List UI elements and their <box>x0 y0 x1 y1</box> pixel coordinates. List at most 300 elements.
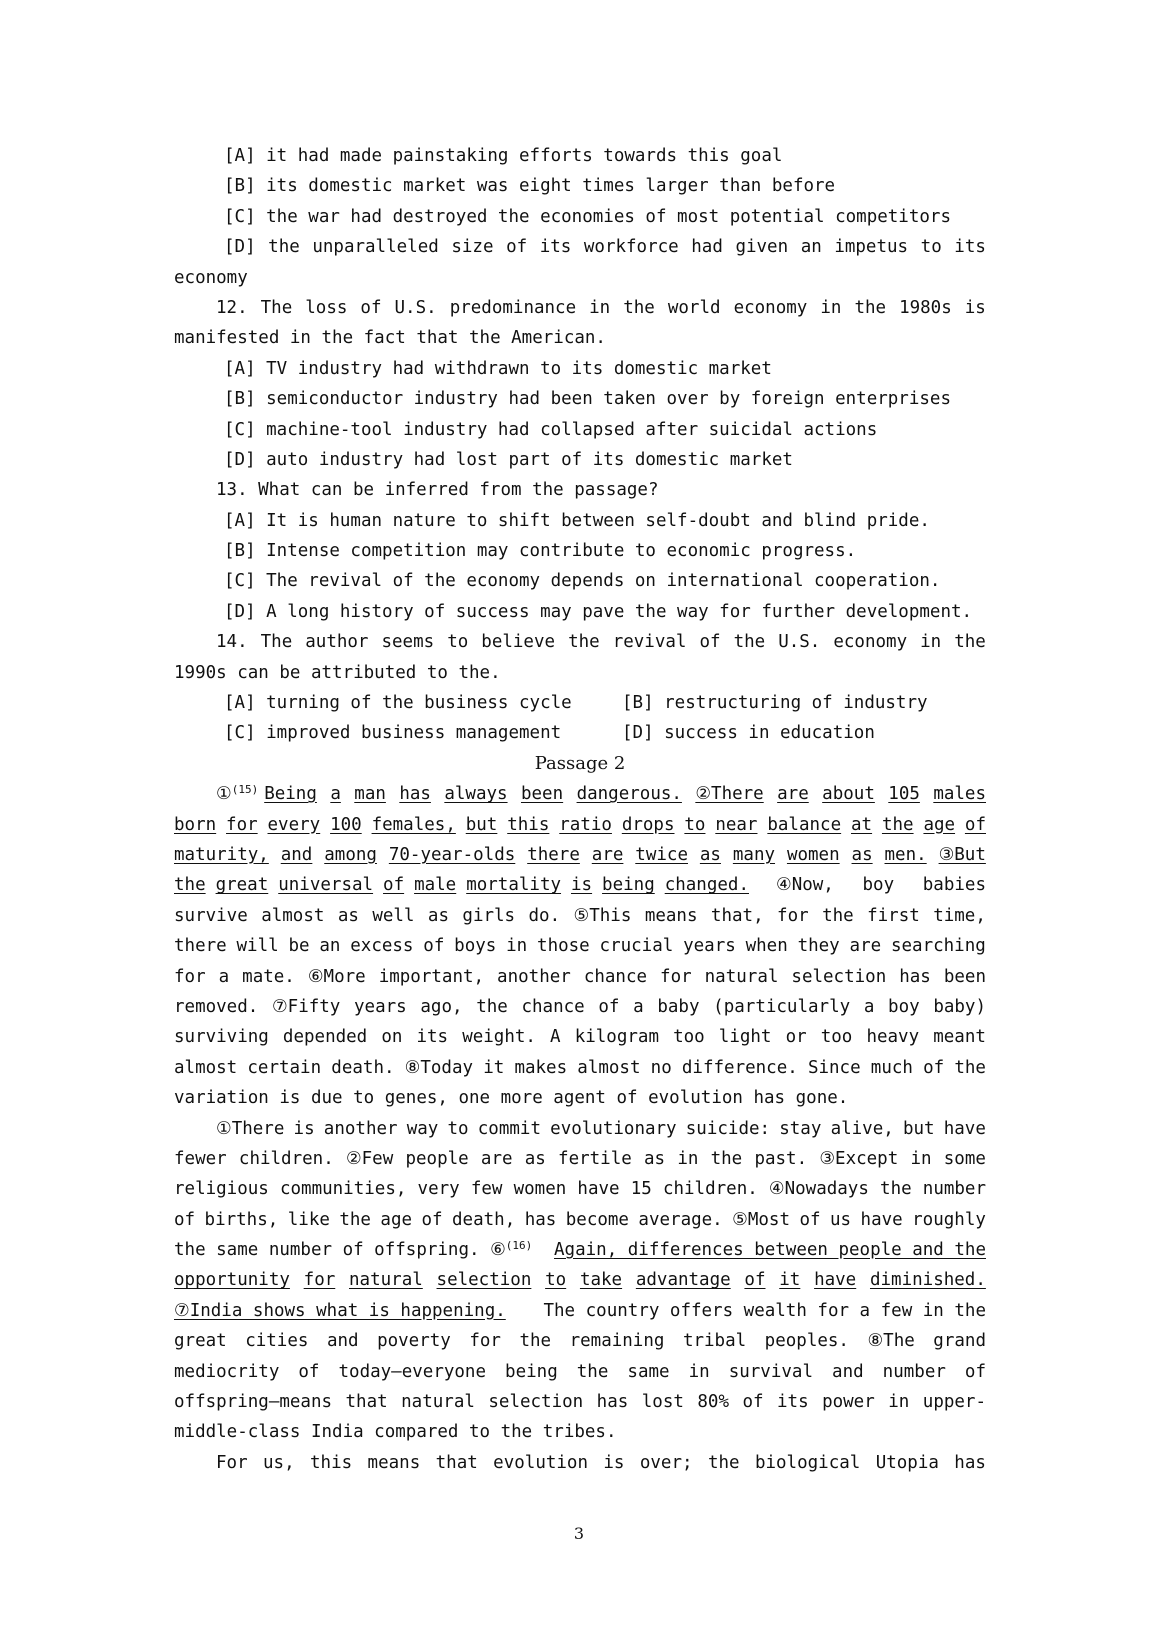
word: of <box>799 1209 821 1230</box>
word: women <box>786 844 840 865</box>
word: children. <box>238 1148 334 1169</box>
word: the <box>519 1331 552 1352</box>
word: selection <box>436 1270 532 1291</box>
word: ⑦Fifty <box>271 996 341 1017</box>
word: this <box>310 1452 353 1473</box>
p2-line-10 <box>174 1387 986 1417</box>
word: man <box>354 784 386 805</box>
word: tribal <box>682 1331 747 1352</box>
word: of <box>174 1209 196 1230</box>
p2-line-1 <box>174 1114 986 1144</box>
word: the <box>710 1148 743 1169</box>
q11-option-d-continued: economy <box>174 267 248 288</box>
word: 70-year-olds <box>388 844 516 865</box>
word: has <box>524 1209 557 1230</box>
word: us, <box>263 1452 295 1473</box>
word: as <box>699 844 721 865</box>
word: being <box>602 875 655 896</box>
word: impetus <box>834 237 909 258</box>
word: always <box>444 784 508 805</box>
word: men. <box>884 844 927 865</box>
word: workforce <box>583 237 679 258</box>
word: crucial <box>599 936 674 957</box>
word: opportunity <box>174 1270 290 1291</box>
word: have <box>577 1179 620 1200</box>
word: and <box>280 844 313 865</box>
word: great <box>174 1331 227 1352</box>
q11-option-a: [A] it had made painstaking efforts towards this goal <box>224 146 783 166</box>
word: has <box>954 1452 986 1473</box>
word: male <box>414 875 457 896</box>
word: [D] <box>224 237 256 258</box>
word: are <box>777 784 809 805</box>
word: will <box>236 936 279 957</box>
word: in <box>677 1148 699 1169</box>
word: years <box>683 936 736 957</box>
p2-line-7-underlined: ⑦India shows what is happening. <box>174 1300 506 1321</box>
word: death. <box>331 1057 395 1078</box>
word: women <box>513 1179 567 1200</box>
q11-option-d <box>174 232 986 262</box>
word: for <box>174 966 206 987</box>
word: of <box>744 1270 766 1291</box>
word: kilogram <box>574 1027 659 1048</box>
word: mortality <box>466 875 562 896</box>
word: in <box>589 297 611 318</box>
word: fertile <box>558 1148 632 1169</box>
word: an <box>800 237 822 258</box>
word: natural <box>349 1270 423 1291</box>
word: but <box>465 814 498 835</box>
word: diminished. <box>869 1270 986 1291</box>
p1-line-7 <box>174 962 986 992</box>
word: females, <box>371 814 456 835</box>
word: selection <box>488 1392 584 1413</box>
q13-option-a: [A] It is human nature to shift between self-doubt and blind pride. <box>224 510 930 531</box>
page-content <box>174 141 986 1478</box>
word: The <box>260 297 293 318</box>
word: revival <box>612 632 687 653</box>
q14-option-d: [D] success in education <box>622 723 875 744</box>
word: of <box>742 1392 764 1413</box>
word: among <box>324 844 377 865</box>
word: us <box>830 1209 852 1230</box>
word: Utopia <box>875 1452 939 1473</box>
word: too <box>820 1027 853 1048</box>
word: well <box>372 905 415 926</box>
word: at <box>851 814 873 835</box>
word: power <box>822 1392 875 1413</box>
footnote-marker-16: (16) <box>505 1239 533 1253</box>
q12-option-d: [D] auto industry had lost part of its domestic market <box>224 449 793 470</box>
word: offspring—means <box>174 1392 333 1413</box>
p1-line-2 <box>174 810 986 840</box>
word: been <box>520 784 564 805</box>
q14-option-c: [C] improved business management <box>224 723 562 744</box>
word: being <box>505 1361 558 1382</box>
word: ago, <box>420 996 463 1017</box>
word: 80% <box>697 1392 729 1413</box>
word: to <box>684 814 706 835</box>
word: almost <box>174 1057 238 1078</box>
word: there <box>174 936 227 957</box>
word: of <box>699 632 721 653</box>
p1-line-4-underlined <box>174 870 749 900</box>
word: no <box>650 1057 672 1078</box>
word: ⑥More <box>307 966 366 987</box>
word: A <box>550 1027 561 1048</box>
word: loss <box>305 297 348 318</box>
word: world <box>667 297 721 318</box>
p3-line-1 <box>174 1448 986 1478</box>
word: average. <box>638 1209 723 1230</box>
word: remaining <box>569 1331 665 1352</box>
word: babies <box>922 875 986 896</box>
word: 12. <box>216 297 248 318</box>
p1-line-8 <box>174 992 986 1022</box>
word: important, <box>378 966 485 987</box>
word: 14. <box>216 632 248 653</box>
word: evolutionary <box>550 1118 677 1139</box>
q13-stem: 13. What can be inferred from the passage? <box>216 480 659 501</box>
word: but <box>902 1118 935 1139</box>
q11-option-c: [C] the war had destroyed the economies of most potential competitors <box>224 206 951 227</box>
word: almost <box>261 905 325 926</box>
word: that <box>345 1392 388 1413</box>
word: unparalleled <box>312 237 439 258</box>
word: has <box>899 966 931 987</box>
q13-option-d: [D] A long history of success may pave the way for further development. <box>224 601 973 622</box>
word: twice <box>635 844 688 865</box>
word: on <box>381 1027 403 1048</box>
passage-title: Passage 2 <box>534 752 626 774</box>
word: as <box>851 844 873 865</box>
word: ③But <box>938 844 986 865</box>
word: has <box>596 1392 629 1413</box>
word: in <box>920 632 942 653</box>
word: removed. <box>174 996 259 1017</box>
q12-stem <box>174 293 986 323</box>
word: excess <box>350 936 414 957</box>
q14-option-b: [B] restructuring of industry <box>622 693 928 714</box>
word: boy <box>888 996 920 1017</box>
q14-stem-continued: 1990s can be attributed to the. <box>174 662 501 683</box>
word: predominance <box>449 297 577 318</box>
p2-line-11: middle-class India compared to the tribes. <box>174 1422 617 1443</box>
word: take <box>579 1270 623 1291</box>
word: for <box>660 966 692 987</box>
word: some <box>943 1148 986 1169</box>
p1-line-3 <box>174 840 986 870</box>
footnote-marker-15: (15) <box>231 783 259 797</box>
word: every <box>267 814 321 835</box>
word: as <box>427 905 449 926</box>
q13-option-b: [B] Intense competition may contribute to economic progress. <box>224 541 857 562</box>
word: death, <box>452 1209 516 1230</box>
word: years <box>354 996 407 1017</box>
p1-line-1-underlined <box>264 779 986 809</box>
word: is <box>293 1118 315 1139</box>
word: 100 <box>330 814 362 835</box>
word: means <box>367 1452 421 1473</box>
p2-line-5-prefix: the same number of offspring. ⑥$^{(16)}$ <box>174 1239 533 1261</box>
word: communities, <box>279 1179 407 1200</box>
word: upper- <box>922 1392 986 1413</box>
word: universal <box>278 875 374 896</box>
word: fewer <box>174 1148 227 1169</box>
word: selection <box>791 966 887 987</box>
p2-line-5 <box>174 1235 986 1265</box>
word: people <box>405 1148 469 1169</box>
word: depended <box>282 1027 368 1048</box>
word: the <box>822 905 854 926</box>
word: U.S. <box>778 632 821 653</box>
word: heavy <box>866 1027 920 1048</box>
word: there <box>527 844 580 865</box>
word: past. <box>754 1148 808 1169</box>
word: of <box>298 1361 320 1382</box>
word: be <box>288 936 310 957</box>
word: ⑤Most <box>732 1209 791 1230</box>
word: first <box>867 905 920 926</box>
word: boy <box>862 875 895 896</box>
word: the <box>576 1361 609 1382</box>
word: and <box>326 1331 359 1352</box>
word: Being <box>264 784 317 805</box>
word: in <box>888 1392 910 1413</box>
p1-line-1 <box>174 779 986 809</box>
word: number <box>882 1361 946 1382</box>
word: those <box>537 936 590 957</box>
q12-option-c: [C] machine-tool industry had collapsed after suicidal actions <box>224 419 878 440</box>
word: this <box>507 814 550 835</box>
word: as <box>524 1148 546 1169</box>
word: changed. <box>664 875 749 896</box>
word: and <box>832 1361 864 1382</box>
word: about <box>822 784 875 805</box>
word: the <box>339 1209 371 1230</box>
word: believe <box>481 632 556 653</box>
word: poverty <box>377 1331 451 1352</box>
word: the <box>707 1452 740 1473</box>
word: ①There <box>216 1118 285 1139</box>
word: its <box>416 1027 449 1048</box>
word: dangerous. <box>576 784 682 805</box>
word: mediocrity <box>174 1361 280 1382</box>
p2-line-7 <box>174 1296 986 1326</box>
word: that <box>435 1452 478 1473</box>
word: the <box>568 632 600 653</box>
p1-line-1-prefix: ①$^{(15)}$ <box>216 783 259 805</box>
word: same <box>627 1361 670 1382</box>
word: ④Nowadays <box>768 1179 869 1200</box>
word: as <box>337 905 359 926</box>
word: means <box>644 905 698 926</box>
word: that, <box>710 905 764 926</box>
q12-option-a: [A] TV industry had withdrawn to its domestic market <box>224 358 772 379</box>
word: size <box>451 237 494 258</box>
word: or <box>785 1027 807 1048</box>
word: baby <box>657 996 700 1017</box>
word: of <box>598 996 620 1017</box>
word: given <box>735 237 789 258</box>
q12-stem-continued: manifested in the fact that the American. <box>174 328 606 349</box>
word: become <box>565 1209 629 1230</box>
word: another <box>323 1118 398 1139</box>
word: is <box>603 1452 625 1473</box>
word: the <box>881 814 914 835</box>
q14-options-row-2 <box>174 718 986 748</box>
word: 15 <box>630 1179 652 1200</box>
word: balance <box>767 814 842 835</box>
word: are <box>480 1148 513 1169</box>
word: time, <box>933 905 986 926</box>
word: for <box>469 1331 501 1352</box>
p1-line-4-rest <box>776 870 986 900</box>
word: is <box>964 297 986 318</box>
word: today—everyone <box>338 1361 487 1382</box>
p2-line-7-rest: The country offers wealth for a few in the <box>543 1300 986 1321</box>
word: when <box>745 936 788 957</box>
q14-options-row-1 <box>174 688 986 718</box>
word: ⑧Today <box>404 1057 474 1078</box>
word: grand <box>933 1331 986 1352</box>
word: biological <box>754 1452 861 1473</box>
word: stay <box>779 1118 822 1139</box>
word: to <box>447 1118 469 1139</box>
word: boys <box>454 936 497 957</box>
word: meant <box>933 1027 986 1048</box>
word: of <box>923 1057 945 1078</box>
word: the <box>733 632 766 653</box>
word: the <box>854 297 887 318</box>
word: chance <box>521 996 585 1017</box>
q12-option-b: [B] semiconductor industry had been taken over by foreign enterprises <box>224 389 951 410</box>
word: many <box>732 844 776 865</box>
word: do. <box>528 905 561 926</box>
word: the <box>954 632 986 653</box>
word: very <box>417 1179 460 1200</box>
word: of <box>423 936 445 957</box>
p2-line-2 <box>174 1144 986 1174</box>
word: of <box>383 875 405 896</box>
word: survival <box>728 1361 813 1382</box>
word: peoples. <box>764 1331 849 1352</box>
word: ⑧The <box>867 1331 915 1352</box>
word: commit <box>477 1118 541 1139</box>
word: in <box>688 1361 710 1382</box>
word: ④Now, <box>776 875 834 896</box>
word: almost <box>577 1057 641 1078</box>
word: the <box>174 875 206 896</box>
q13-option-c: [C] The revival of the economy depends on international cooperation. <box>224 571 941 592</box>
word: ②There <box>695 784 764 805</box>
word: natural <box>401 1392 475 1413</box>
word: has <box>399 784 431 805</box>
p1-line-4 <box>174 870 986 900</box>
word: ⑤This <box>573 905 632 926</box>
word: light <box>718 1027 772 1048</box>
word: natural <box>704 966 779 987</box>
word: of <box>964 814 986 835</box>
word: ②Few <box>345 1148 394 1169</box>
word: (particularly <box>713 996 851 1017</box>
word: near <box>715 814 758 835</box>
word: are <box>849 936 882 957</box>
word: of <box>506 237 528 258</box>
q11-option-b: [B] its domestic market was eight times larger than before <box>224 176 836 197</box>
word: much <box>870 1057 913 1078</box>
word: suicide: <box>685 1118 771 1139</box>
word: age <box>923 814 956 835</box>
word: The <box>260 632 293 653</box>
word: it <box>779 1270 801 1291</box>
word: have <box>860 1209 903 1230</box>
p2-line-8 <box>174 1326 986 1356</box>
word: author <box>305 632 369 653</box>
word: they <box>797 936 840 957</box>
word: U.S. <box>394 297 437 318</box>
word: searching <box>890 936 986 957</box>
p1-line-11: variation is due to genes, one more agent of evolution has gone. <box>174 1088 849 1109</box>
word: had <box>691 237 723 258</box>
word: baby) <box>933 996 986 1017</box>
word: the <box>954 1057 986 1078</box>
word: another <box>497 966 571 987</box>
p1-line-9 <box>174 1022 986 1052</box>
word: way <box>406 1118 439 1139</box>
word: is <box>571 875 593 896</box>
word: for <box>777 905 809 926</box>
word: its <box>539 237 572 258</box>
p2-line-9 <box>174 1357 986 1387</box>
word: over; <box>639 1452 693 1473</box>
page-number: 3 <box>573 1524 585 1543</box>
word: an <box>319 936 341 957</box>
word: surviving <box>174 1027 269 1048</box>
word: advantage <box>635 1270 731 1291</box>
word: lost <box>641 1392 684 1413</box>
word: of <box>360 297 382 318</box>
word: drops <box>621 814 675 835</box>
word: a <box>218 966 230 987</box>
p2-line-6 <box>174 1265 986 1295</box>
word: have <box>943 1118 986 1139</box>
word: been <box>943 966 986 987</box>
word: seems <box>381 632 435 653</box>
q14-option-a: [A] turning of the business cycle <box>224 693 572 714</box>
word: it <box>483 1057 505 1078</box>
word: evolution <box>493 1452 588 1473</box>
p1-line-5 <box>174 901 986 931</box>
word: difference. <box>681 1057 798 1078</box>
word: cities <box>245 1331 309 1352</box>
word: number <box>922 1179 986 1200</box>
word: in <box>506 936 528 957</box>
p1-line-6 <box>174 931 986 961</box>
word: alive, <box>830 1118 894 1139</box>
word: the <box>476 996 508 1017</box>
p1-line-10 <box>174 1053 986 1083</box>
word: its <box>954 237 986 258</box>
word: children. <box>662 1179 758 1200</box>
word: roughly <box>912 1209 986 1230</box>
word: religious <box>174 1179 269 1200</box>
p2-line-3 <box>174 1174 986 1204</box>
word: the <box>268 237 300 258</box>
word: survive <box>174 905 248 926</box>
word: to <box>920 237 942 258</box>
